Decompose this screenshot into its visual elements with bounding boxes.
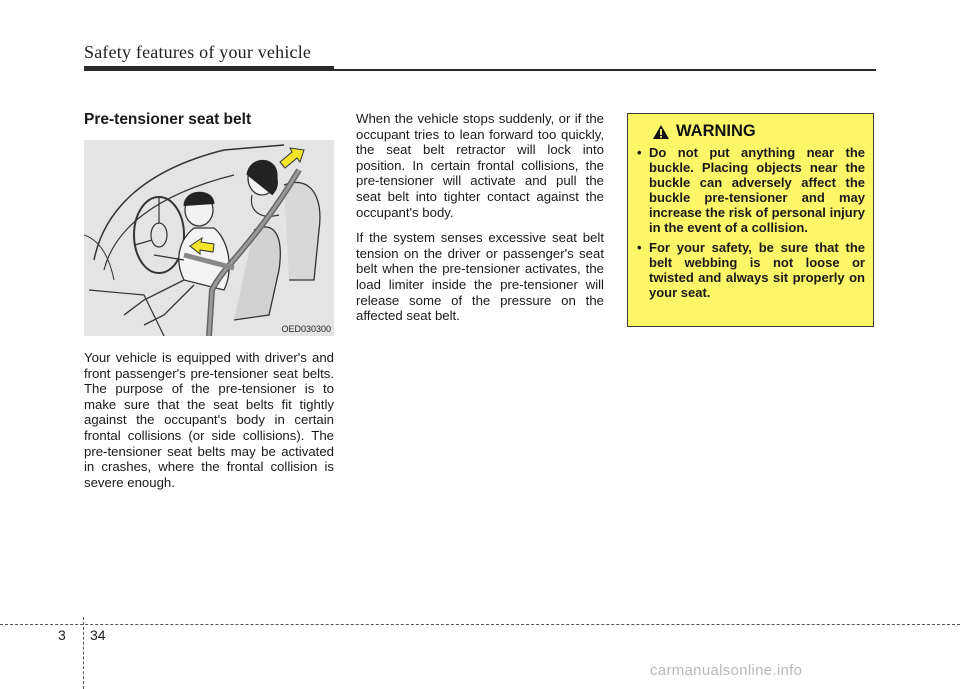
footer-rule — [0, 624, 960, 625]
watermark: carmanualsonline.info — [650, 662, 803, 679]
section-number: 3 — [58, 627, 66, 643]
middle-paragraph: When the vehicle stops suddenly, or if the occupant tries to lean forward too quickly, the seat belt retractor will lock into position. In certain frontal collisions, the pre-tensioner will activate and pull the seat belt into tighter contact against the occupant's body. — [356, 111, 604, 220]
middle-paragraph: If the system senses excessive seat belt tension on the driver or passenger's seat belt when the pre-tensioner activates, the load limiter inside the pre-tensioner will release some of the pressure on the affected seat belt. — [356, 230, 604, 324]
header-rule-thin — [334, 69, 876, 71]
warning-item: • Do not put anything near the buckle. Placing objects near the buckle can adversely affect the buckle pre-tensioner and may increase the risk of personal injury in the event of a collision. — [637, 145, 865, 235]
middle-column-text — [356, 111, 604, 334]
warning-header — [652, 122, 865, 141]
seat-belt-illustration — [84, 140, 334, 336]
figure-code: OED030300 — [281, 324, 331, 334]
warning-list — [637, 145, 865, 300]
left-paragraph: Your vehicle is equipped with driver's and front passenger's pre-tensioner seat belts. The purpose of the pre-tensioner is to make sure that the seat belts fit tightly against the occupant's body in certain frontal collisions (or side collisions). The pre-tensioner seat belts may be activated in crashes, where the frontal collision is severe enough. — [84, 350, 334, 490]
footer-vertical-rule — [83, 617, 84, 689]
section-heading: Pre-tensioner seat belt — [84, 111, 252, 128]
page-number: 34 — [90, 627, 106, 643]
warning-triangle-icon — [652, 124, 670, 140]
left-column-text — [84, 350, 334, 500]
seat-belt-figure — [84, 140, 334, 336]
warning-box — [627, 113, 874, 327]
warning-item: • For your safety, be sure that the belt webbing is not loose or twisted and always sit properly on your seat. — [637, 240, 865, 300]
page-header-title: Safety features of your vehicle — [84, 42, 312, 62]
header-rule-thick — [84, 66, 334, 71]
warning-title: WARNING — [676, 122, 756, 140]
